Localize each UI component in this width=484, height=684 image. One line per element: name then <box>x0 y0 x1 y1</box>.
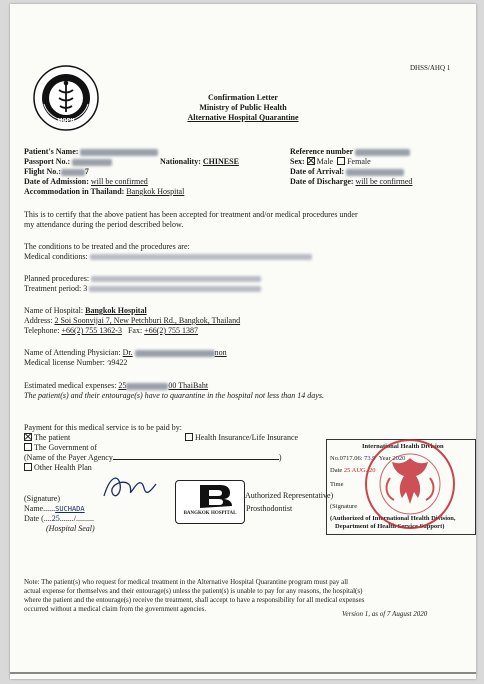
arrival-row: Date of Arrival: <box>290 167 404 177</box>
redacted-conditions <box>90 254 312 260</box>
redacted-reference <box>355 149 410 156</box>
letter-page <box>10 4 476 679</box>
redacted-expense <box>126 383 168 390</box>
flight-row: Flight No.: 7 <box>24 167 89 176</box>
red-official-stamp <box>360 434 460 534</box>
svg-text:MOPH: MOPH <box>57 118 75 124</box>
official-authority-line-1: (Authorized of International Health Division, <box>330 515 456 522</box>
title-line-2: Ministry of Public Health <box>199 103 287 112</box>
title-line-3: Alternative Hospital Quarantine <box>187 113 299 122</box>
redacted-flight <box>61 169 85 176</box>
redacted-name <box>80 149 158 156</box>
hospital-name-row: Name of Hospital: Bangkok Hospital <box>24 306 147 315</box>
stamp-caption: BANGKOK HOSPITAL <box>183 511 237 516</box>
official-number-row: No.0717.06: 73.9 Year 2020 <box>330 455 406 462</box>
official-authority-line-2: Department of Health Service Support) <box>335 523 445 530</box>
male-checkbox <box>307 157 315 165</box>
payment-other-option: Other Health Plan <box>24 463 92 473</box>
version-text: Version 1, as of 7 August 2020 <box>342 610 428 618</box>
female-checkbox <box>337 157 345 165</box>
page-bottom-edge <box>10 672 476 674</box>
division-title: International Health Division <box>362 443 444 450</box>
passport-row: Passport No.: <box>24 157 112 167</box>
planned-procedures-row: Planned procedures: <box>24 274 261 284</box>
sex-row: Sex: Male Female <box>290 157 371 166</box>
signature-date-row: Date (....25......./......... <box>24 514 94 523</box>
accommodation-row: Accommodation in Thailand: Bangkok Hospital <box>24 187 185 196</box>
hospital-seal-stamp <box>175 480 245 524</box>
payment-insurance-option: Health Insurance/Life Insurance <box>185 433 298 443</box>
physician-row: Name of Attending Physician: Dr. non <box>24 348 227 357</box>
handwritten-signature <box>100 470 160 504</box>
signatory-name-row: Name......SUCHADA <box>24 504 85 513</box>
treatment-period-row: Treatment period: 3 <box>24 284 261 294</box>
note-line-3: where the patient and the entourage(s) receive the treatment, shall accept to have a responsibility for all medical expenses <box>24 596 365 604</box>
redacted-arrival <box>346 169 404 176</box>
quarantine-note: The patient(s) and their entourage(s) have to quarantine in the hospital not less than 14 days. <box>24 391 324 400</box>
signatory-role: Prosthodontist <box>246 504 293 513</box>
hospital-logo-icon <box>176 481 244 511</box>
redacted-period <box>89 286 261 292</box>
insurance-checkbox <box>185 433 193 441</box>
other-plan-checkbox <box>24 463 32 471</box>
redacted-physician <box>135 350 215 357</box>
title-line-1: Confirmation Letter <box>208 93 278 102</box>
hospital-address-row: Address: 2 Soi Soonvijai 7, New Petchburi Rd., Bangkok, Thailand <box>24 316 241 325</box>
payment-government-option: The Government of <box>24 443 97 453</box>
government-checkbox <box>24 443 32 451</box>
note-line-1: Note: The patient(s) who request for medical treatment in the Alternative Hospital Quarantine program must pay all <box>24 578 349 586</box>
official-signature-row: (Signature <box>330 503 358 510</box>
redacted-procedures <box>91 276 261 282</box>
certify-line-2: my attendance during the period described below. <box>24 220 184 229</box>
payment-heading: Payment for this medical service is to be paid by: <box>24 423 182 432</box>
expenses-row: Estimated medical expenses: 25 00 ThaiBaht <box>24 381 209 390</box>
authorized-representative: Authorized Representative) <box>245 491 334 500</box>
document-code: DHSS/AHQ 1 <box>410 64 451 72</box>
patient-name-row: Patient's Name: <box>24 147 158 157</box>
official-date-row: Date 25 AUG. 20 <box>330 467 376 474</box>
note-line-2: actual expense for themselves and their entourage(s) unless the patient(s) is unable to pay for any reasons, the hospital(s) <box>24 587 363 595</box>
certify-line-1: This is to certify that the above patient has been accepted for treatment and/or medical procedures under <box>24 210 358 219</box>
hospital-seal-caption: (Hospital Seal) <box>46 524 95 533</box>
note-line-4: occurred without a medical claim from the government agencies. <box>24 605 207 613</box>
hospital-phone-row: Telephone: +66(2) 755 1362-3 Fax: +66(2) 755 1387 <box>24 326 199 335</box>
license-row: Medical license Number: ว9422 <box>24 358 128 367</box>
signature-label: (Signature) <box>24 494 60 503</box>
reference-row: Reference number <box>290 147 410 157</box>
admission-row: Date of Admission: will be confirmed <box>24 177 148 186</box>
patient-checkbox <box>24 433 32 441</box>
medical-conditions-row: Medical conditions: <box>24 252 312 262</box>
discharge-row: Date of Discharge: will be confirmed <box>290 177 413 186</box>
official-time-row: Time <box>330 481 344 488</box>
payment-patient-option: The patient <box>24 433 70 443</box>
redacted-passport <box>72 159 112 166</box>
nationality-row: Nationality: CHINESE <box>160 157 239 166</box>
conditions-heading: The conditions to be treated and the procedures are: <box>24 242 190 251</box>
payer-agency-row: (Name of the Payer Agency ) <box>24 453 282 462</box>
